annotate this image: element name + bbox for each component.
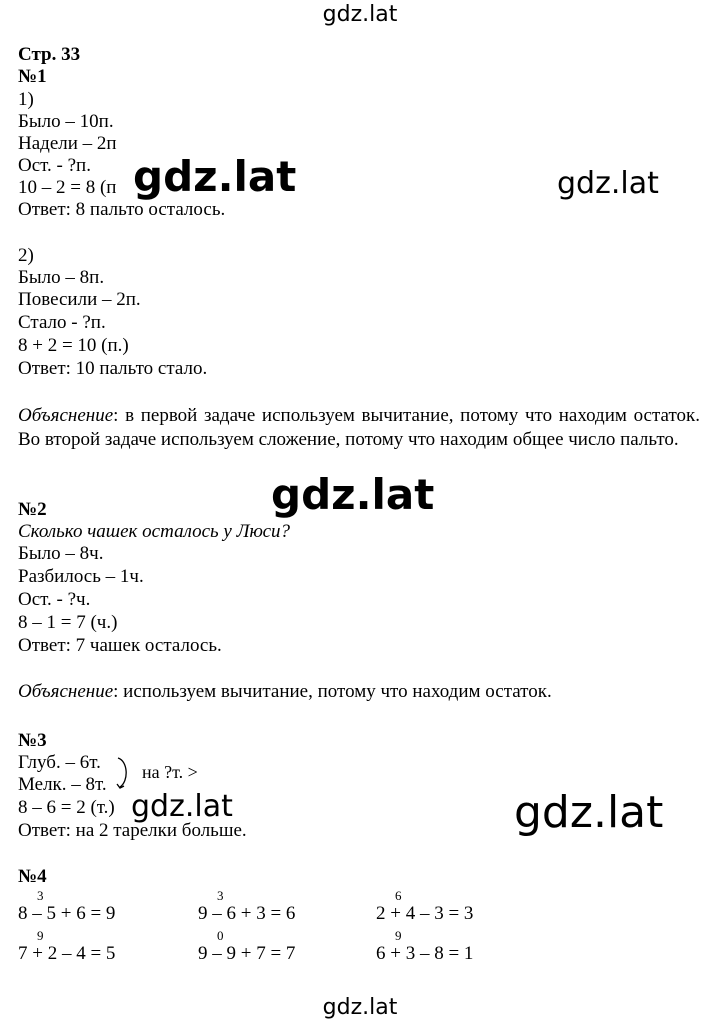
task1-part1-label: 1) bbox=[18, 89, 34, 110]
task1-part2-line: 8 + 2 = 10 (п.) bbox=[18, 335, 129, 356]
task1-part1-line: Надели – 2п bbox=[18, 133, 117, 154]
task4-equation: 8 – 5 + 6 = 9 bbox=[18, 903, 116, 924]
watermark-mid-1: gdz.lat bbox=[131, 789, 233, 824]
task1-part2-line: Было – 8п. bbox=[18, 267, 105, 288]
task3-line: Мелк. – 8т. bbox=[18, 774, 107, 795]
task3-line: Глуб. – 6т. bbox=[18, 752, 101, 773]
task2-answer: Ответ: 7 чашек осталось. bbox=[18, 635, 222, 656]
task4-hint: 9 bbox=[37, 928, 44, 943]
brace-arrow-icon bbox=[116, 755, 130, 791]
task2-number: №2 bbox=[18, 499, 47, 520]
watermark-right-1: gdz.lat bbox=[557, 166, 659, 201]
task2-line: Было – 8ч. bbox=[18, 543, 104, 564]
task3-answer: Ответ: на 2 тарелки больше. bbox=[18, 820, 247, 841]
task3-line: 8 – 6 = 2 (т.) bbox=[18, 797, 115, 818]
task4-number: №4 bbox=[18, 866, 47, 887]
task1-part1-line: Было – 10п. bbox=[18, 111, 114, 132]
task2-explanation bbox=[18, 681, 552, 703]
watermark-big-1: gdz.lat bbox=[133, 152, 297, 201]
task4-hint: 9 bbox=[395, 928, 402, 943]
task4-hint: 6 bbox=[395, 888, 402, 903]
task3-number: №3 bbox=[18, 730, 47, 751]
task2-question: Сколько чашек осталось у Люси? bbox=[18, 521, 291, 542]
task4-equation: 9 – 6 + 3 = 6 bbox=[198, 903, 296, 924]
task4-equation: 7 + 2 – 4 = 5 bbox=[18, 943, 116, 964]
task2-explanation-text: : используем вычитание, потому что находим остаток. bbox=[113, 681, 552, 702]
task4-hint: 3 bbox=[217, 888, 224, 903]
task1-part2-line: Повесили – 2п. bbox=[18, 289, 141, 310]
task1-part1-line: 10 – 2 = 8 (п bbox=[18, 177, 117, 198]
task2-line: Разбилось – 1ч. bbox=[18, 566, 144, 587]
task2-line: Ост. - ?ч. bbox=[18, 589, 91, 610]
task2-explanation-label: Объяснение bbox=[18, 681, 114, 702]
page-title: Стр. 33 bbox=[18, 44, 81, 65]
task4-hint: 3 bbox=[37, 888, 44, 903]
watermark-bottom: gdz.lat bbox=[322, 995, 398, 1020]
task4-equation: 2 + 4 – 3 = 3 bbox=[376, 903, 474, 924]
task1-part1-line: Ост. - ?п. bbox=[18, 155, 91, 176]
task1-explanation bbox=[18, 404, 700, 452]
watermark-top: gdz.lat bbox=[322, 2, 398, 27]
task1-explanation-label: Объяснение bbox=[18, 405, 114, 426]
task1-explanation-text: : в первой задаче используем вычитание, потому что находим остаток. Во второй задаче используем сложение, потому что находим общее число пальто. bbox=[18, 405, 700, 450]
task1-part2-label: 2) bbox=[18, 245, 34, 266]
task1-part1-answer: Ответ: 8 пальто осталось. bbox=[18, 199, 226, 220]
task2-line: 8 – 1 = 7 (ч.) bbox=[18, 612, 118, 633]
task3-brace-note: на ?т. > bbox=[142, 762, 198, 782]
task1-number: №1 bbox=[18, 66, 47, 87]
task4-equation: 9 – 9 + 7 = 7 bbox=[198, 943, 296, 964]
task4-equation: 6 + 3 – 8 = 1 bbox=[376, 943, 474, 964]
watermark-big-2: gdz.lat bbox=[271, 470, 435, 519]
task1-part2-answer: Ответ: 10 пальто стало. bbox=[18, 358, 208, 379]
task4-hint: 0 bbox=[217, 928, 224, 943]
task1-part2-line: Стало - ?п. bbox=[18, 312, 106, 333]
watermark-big-3: gdz.lat bbox=[514, 787, 664, 838]
